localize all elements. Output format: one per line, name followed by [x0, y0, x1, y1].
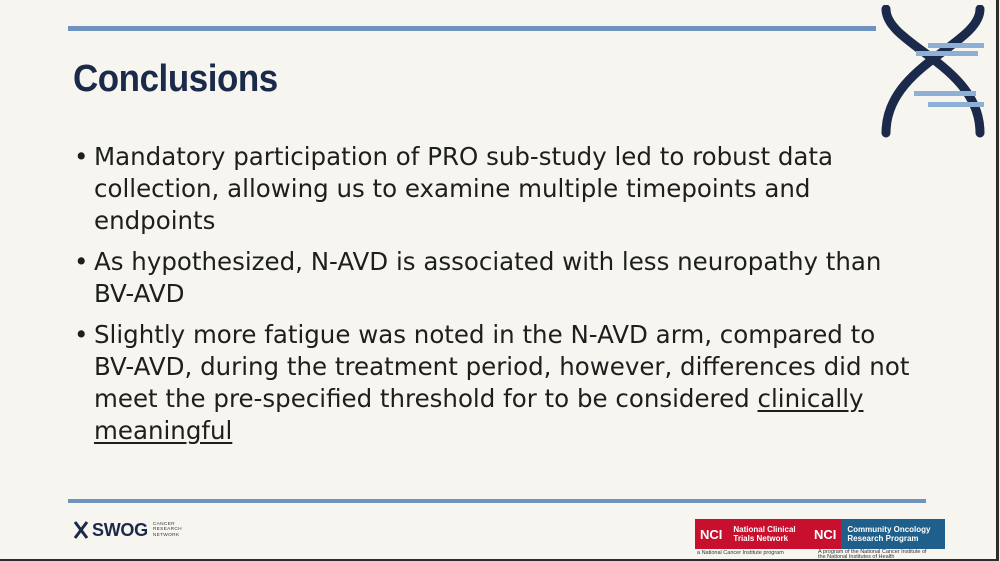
- ncorp-name-line: Research Program: [847, 534, 919, 543]
- swog-name: SWOG: [92, 519, 148, 540]
- list-item: [70, 319, 920, 447]
- swog-logo: [73, 518, 182, 542]
- bullet-icon: •: [74, 320, 89, 349]
- ncorp-name-line: Community Oncology: [847, 525, 931, 534]
- nci-tag: NCI: [809, 519, 841, 549]
- dna-helix-icon: [880, 5, 986, 138]
- bullet-icon: •: [74, 247, 89, 276]
- nci-ncorp-logo: [809, 519, 945, 549]
- bottom-divider: [68, 499, 926, 503]
- swog-x-icon: [73, 521, 89, 539]
- bullet-icon: •: [74, 142, 89, 171]
- ncorp-name: [841, 519, 945, 549]
- nci-tag: NCI: [695, 519, 727, 549]
- swog-subtitle: [153, 522, 182, 539]
- nctn-name-line: National Clinical: [733, 525, 796, 534]
- top-divider: [68, 26, 876, 31]
- slide-title: Conclusions: [73, 58, 278, 100]
- nctn-caption: a National Cancer Institute program: [697, 550, 784, 556]
- list-item: [70, 141, 920, 237]
- bullet-text: As hypothesized, N-AVD is associated with less neuropathy than BV-AVD: [94, 247, 882, 308]
- nctn-name-line: Trials Network: [733, 534, 789, 543]
- nctn-name: [727, 519, 813, 549]
- bullet-text: Mandatory participation of PRO sub-study led to robust data collection, allowing us to examine multiple timepoints and endpoints: [94, 142, 834, 235]
- emphasis-text: clinically meaningful: [94, 384, 864, 445]
- bullet-text: Slightly more fatigue was noted in the N-AVD arm, compared to BV-AVD, during the treatment period, however, differences did not meet the pre-specified threshold for to be considered: [94, 320, 910, 413]
- swog-sub-line: RESEARCH: [152, 527, 182, 533]
- swog-sub-line: NETWORK: [152, 532, 180, 538]
- list-item: [70, 246, 920, 310]
- ncorp-caption: A program of the National Cancer Institute of the National Institutes of Health: [818, 549, 927, 560]
- nci-nctn-logo: [695, 519, 813, 549]
- conclusions-list: [70, 141, 920, 456]
- swog-sub-line: CANCER: [152, 521, 175, 527]
